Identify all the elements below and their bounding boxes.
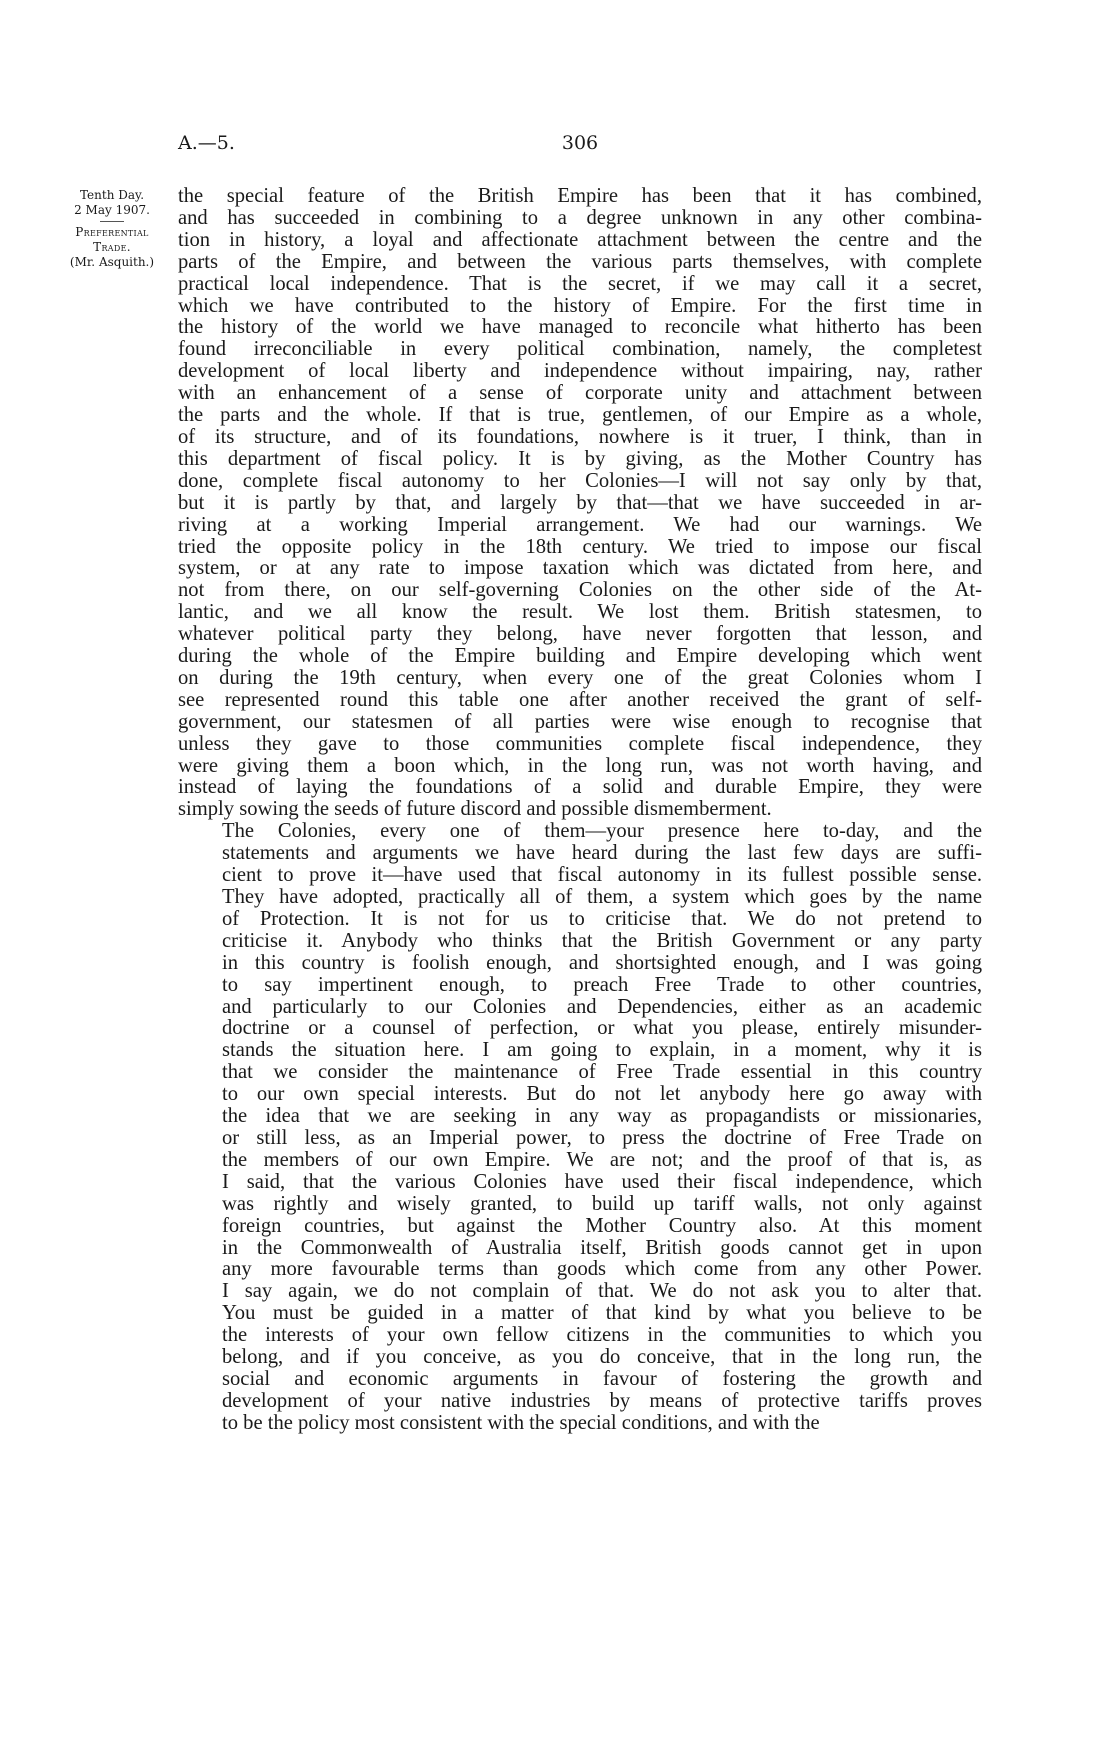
text-line: that we consider the maintenance of Free Trade essential in this country bbox=[222, 1061, 982, 1084]
text-line: criticise it. Anybody who thinks that the British Government or any party bbox=[222, 929, 982, 952]
text-line: any more favourable terms than goods which come from any other Power. bbox=[222, 1258, 982, 1281]
text-line: to be the policy most consistent with the special conditions, and with the bbox=[222, 1411, 820, 1434]
text-line: system, or at any rate to impose taxation which was dictated from here, and bbox=[178, 557, 982, 580]
text-line: I say again, we do not complain of that. We do not ask you to alter that. bbox=[222, 1280, 982, 1303]
text-line: the history of the world we have managed to reconcile what hitherto has been bbox=[178, 316, 982, 339]
text-line: to our own special interests. But do not let anybody here go away with bbox=[222, 1083, 982, 1106]
text-line: unless they gave to those communities complete fiscal independence, they bbox=[178, 732, 982, 755]
text-line: not from there, on our self-governing Colonies on the other side of the At- bbox=[178, 579, 982, 602]
text-line: They have adopted, practically all of them, a system which goes by the name bbox=[222, 886, 982, 908]
text-line: to say impertinent enough, to preach Free Trade to other countries, bbox=[222, 973, 982, 996]
text-line: development of your native industries by means of protective tariffs proves bbox=[222, 1389, 982, 1412]
text-line: I said, that the various Colonies have used their fiscal independence, which bbox=[222, 1170, 982, 1193]
text-line: but it is partly by that, and largely by that—that we have succeeded in ar- bbox=[178, 491, 982, 514]
text-line: parts of the Empire, and between the various parts themselves, with complete bbox=[178, 250, 982, 273]
text-line: the interests of your own fellow citizens in the communities to which you bbox=[222, 1324, 982, 1347]
text-line: done, complete fiscal autonomy to her Colonies—I will not say only by that, bbox=[178, 469, 982, 492]
text-line: of its structure, and of its foundations, nowhere is it truer, I think, than in bbox=[178, 425, 982, 448]
page-header bbox=[178, 132, 982, 158]
series-label: A.—5. bbox=[178, 132, 235, 154]
text-line: see represented round this table one after another received the grant of self- bbox=[178, 688, 982, 711]
text-line: the members of our own Empire. We are not; and the proof of that is, as bbox=[222, 1148, 982, 1171]
text-line: simply sowing the seeds of future discord and possible dismemberment. bbox=[178, 798, 772, 821]
text-line: was rightly and wisely granted, to build up tariff walls, not only against bbox=[222, 1192, 982, 1215]
margin-note-rule bbox=[100, 221, 124, 222]
text-line: riving at a working Imperial arrangement. We had our warnings. We bbox=[178, 513, 982, 536]
text-line: development of local liberty and independence without impairing, nay, rather bbox=[178, 360, 982, 383]
text-line: the parts and the whole. If that is true, gentlemen, of our Empire as a whole, bbox=[178, 404, 982, 427]
text-line: during the whole of the Empire building and Empire developing which went bbox=[178, 645, 982, 668]
text-line: instead of laying the foundations of a solid and durable Empire, they were bbox=[178, 776, 982, 799]
margin-note bbox=[52, 188, 172, 270]
margin-note-topic-line2: Trade. bbox=[93, 240, 131, 254]
text-line: the idea that we are seeking in any way as propagandists or missionaries, bbox=[222, 1105, 982, 1128]
text-line: and has succeeded in combining to a degree unknown in any other combina- bbox=[178, 206, 982, 229]
text-line: stands the situation here. I am going to explain, in a moment, why it is bbox=[222, 1039, 982, 1062]
text-line: in this country is foolish enough, and shortsighted enough, and I was going bbox=[222, 951, 982, 974]
text-line: belong, and if you conceive, as you do conceive, that in the long run, the bbox=[222, 1346, 982, 1369]
text-line: on during the 19th century, when every one of the great Colonies whom I bbox=[178, 666, 982, 689]
text-line: with an enhancement of a sense of corporate unity and attachment between bbox=[178, 382, 982, 405]
margin-note-day: Tenth Day. bbox=[79, 188, 145, 202]
text-line: which we have contributed to the history of Empire. For the first time in bbox=[178, 294, 982, 317]
text-line: this department of fiscal policy. It is by giving, as the Mother Country has bbox=[178, 447, 982, 470]
text-line: statements and arguments we have heard during the last few days are suffi- bbox=[222, 842, 982, 865]
text-line: doctrine or a counsel of perfection, or what you please, entirely misunder- bbox=[222, 1017, 982, 1040]
text-line: found irreconciliable in every political combination, namely, the completest bbox=[178, 338, 982, 361]
text-line: government, our statesmen of all parties were wise enough to recognise that bbox=[178, 710, 982, 733]
text-line: were giving them a boon which, in the long run, was not worth having, and bbox=[178, 754, 982, 777]
text-line: whatever political party they belong, have never forgotten that lesson, and bbox=[178, 623, 982, 646]
text-line: You must be guided in a matter of that kind by what you believe to be bbox=[222, 1302, 982, 1325]
body-text bbox=[178, 186, 982, 1435]
paragraph-2 bbox=[178, 821, 982, 1434]
text-line: and particularly to our Colonies and Dependencies, either as an academic bbox=[222, 995, 982, 1018]
margin-note-speaker: (Mr. Asquith.) bbox=[69, 255, 155, 269]
text-line: the special feature of the British Empire has been that it has combined, bbox=[178, 185, 982, 207]
text-line: foreign countries, but against the Mother Country also. At this moment bbox=[222, 1214, 982, 1237]
page-number: 306 bbox=[561, 132, 599, 154]
text-line: practical local independence. That is the secret, if we may call it a secret, bbox=[178, 272, 982, 295]
margin-note-topic-line1: Preferential bbox=[75, 225, 149, 239]
text-line: social and economic arguments in favour of fostering the growth and bbox=[222, 1367, 982, 1390]
paragraph-1 bbox=[178, 186, 982, 821]
text-line: of Protection. It is not for us to criticise that. We do not pretend to bbox=[222, 907, 982, 930]
text-line: tion in history, a loyal and affectionate attachment between the centre and the bbox=[178, 228, 982, 251]
margin-note-date: 2 May 1907. bbox=[74, 203, 150, 217]
text-line: or still less, as an Imperial power, to press the doctrine of Free Trade on bbox=[222, 1126, 982, 1149]
text-line: lantic, and we all know the result. We lost them. British statesmen, to bbox=[178, 601, 982, 624]
text-line: cient to prove it—have used that fiscal autonomy in its fullest possible sense. bbox=[222, 864, 982, 887]
text-line: in the Commonwealth of Australia itself, British goods cannot get in upon bbox=[222, 1236, 982, 1259]
text-line: tried the opposite policy in the 18th century. We tried to impose our fiscal bbox=[178, 535, 982, 558]
text-line: The Colonies, every one of them—your presence here to-day, and the bbox=[222, 820, 982, 843]
